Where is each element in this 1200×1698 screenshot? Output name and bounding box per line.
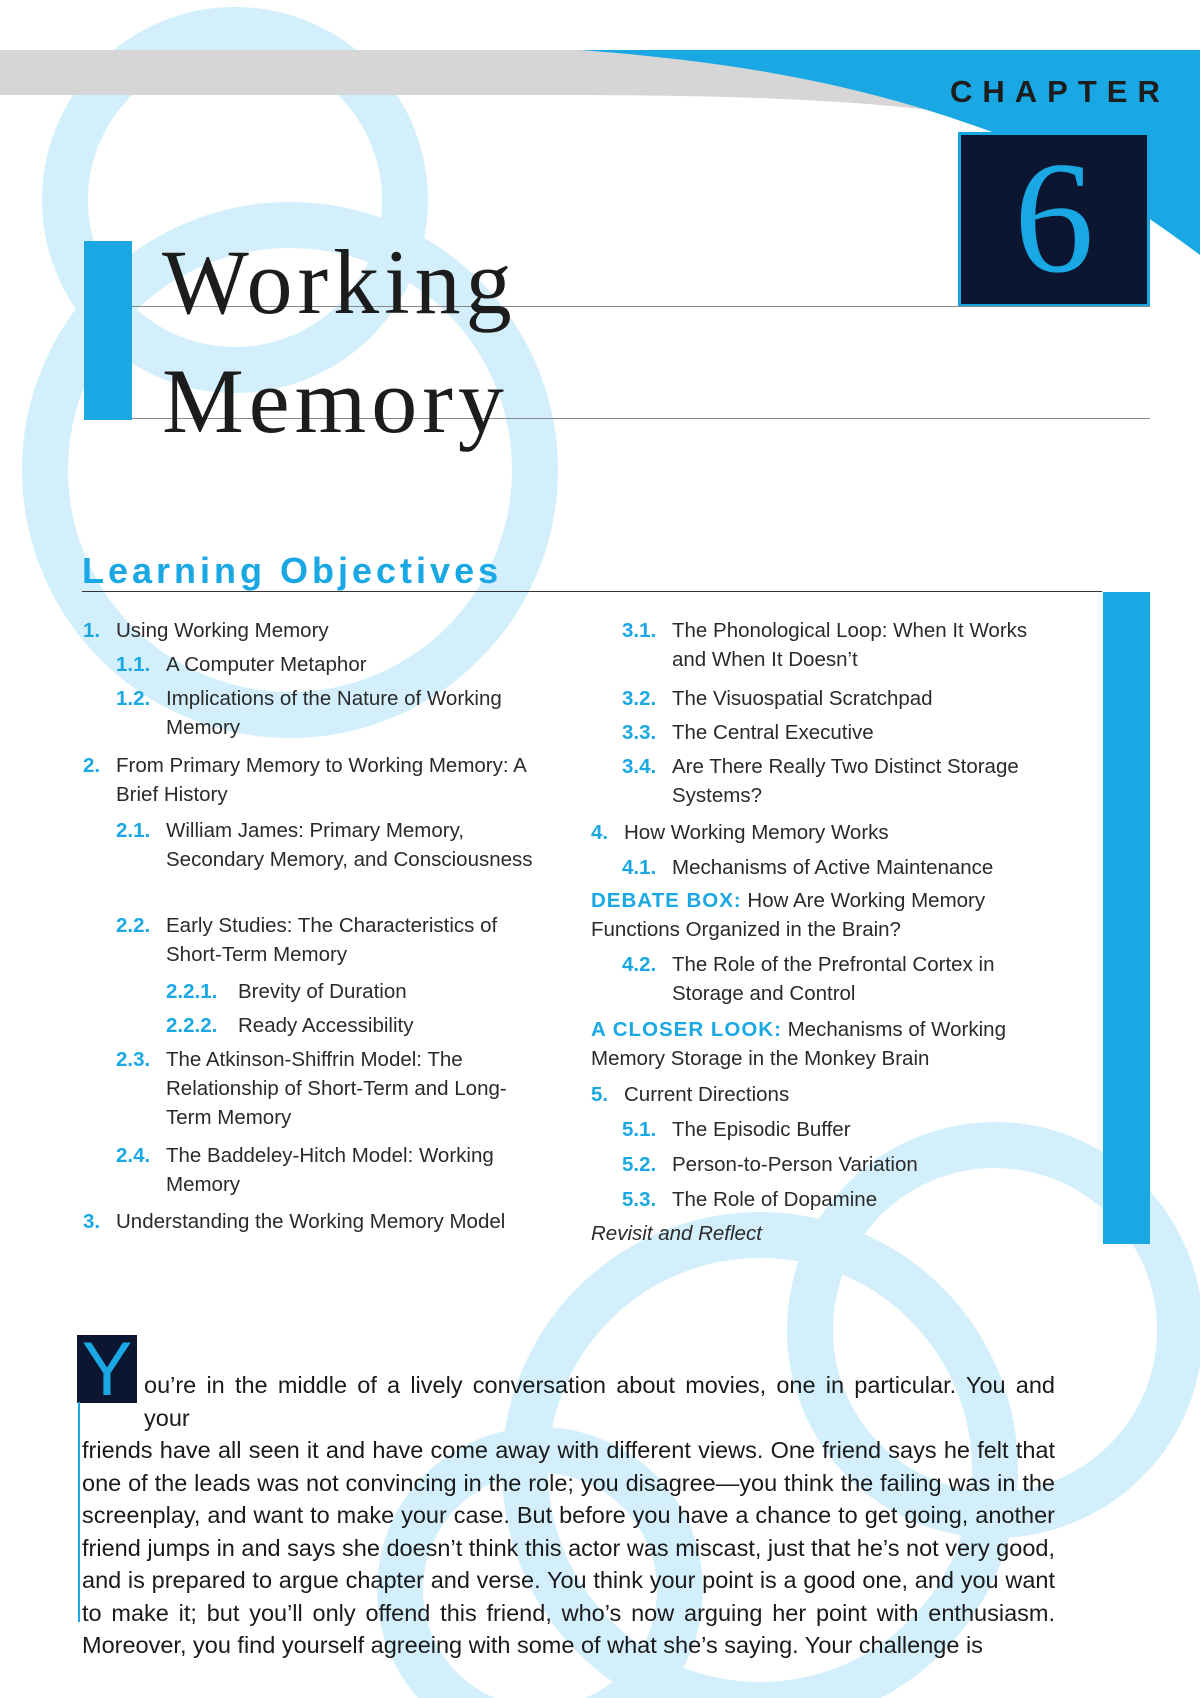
- objective-item: [116, 816, 536, 874]
- objective-text: The Atkinson-Shiffrin Model: The Relationship of Short-Term and Long-Term Memory: [166, 1048, 507, 1129]
- objective-number: 5.2.: [622, 1153, 657, 1176]
- objective-text: From Primary Memory to Working Memory: A Brief History: [116, 754, 526, 806]
- objective-text: Current Directions: [624, 1083, 790, 1106]
- objective-text: Using Working Memory: [116, 619, 329, 642]
- objective-text: Understanding the Working Memory Model: [116, 1210, 506, 1233]
- objective-number: 5.1.: [622, 1118, 657, 1141]
- objective-item: [622, 718, 1062, 747]
- objective-item: [116, 684, 536, 742]
- objective-text: The Baddeley-Hitch Model: Working Memory: [166, 1144, 494, 1196]
- objective-item: [116, 911, 536, 969]
- objective-number: 3.3.: [622, 721, 657, 744]
- objective-item: [622, 1115, 1062, 1144]
- body-accent-rule: [78, 1402, 80, 1622]
- objective-item: [622, 950, 1062, 1008]
- objective-item: [116, 1045, 536, 1132]
- debate-box-label: DEBATE BOX:: [591, 889, 742, 912]
- objective-item: [622, 616, 1062, 674]
- objective-text: How Working Memory Works: [624, 821, 889, 844]
- objective-number: 2.2.: [116, 914, 151, 937]
- objective-text: Person-to-Person Variation: [672, 1153, 918, 1176]
- objective-text: Implications of the Nature of Working Memory: [166, 687, 502, 739]
- objective-number: 3.4.: [622, 755, 657, 778]
- objective-item: [83, 616, 533, 645]
- chapter-title-line1: Working: [162, 231, 517, 333]
- objective-text: Ready Accessibility: [238, 1014, 414, 1037]
- objective-item: [83, 1207, 553, 1236]
- objective-number: 2.1.: [116, 819, 151, 842]
- objective-text: A Computer Metaphor: [166, 653, 367, 676]
- objective-text: The Role of Dopamine: [672, 1188, 878, 1211]
- objective-text: William James: Primary Memory, Secondary Memory, and Consciousness: [166, 819, 533, 871]
- objective-number: 5.3.: [622, 1188, 657, 1211]
- objective-item: [116, 1141, 536, 1199]
- closer-look-objective: [591, 1015, 1051, 1073]
- body-paragraph: [82, 1369, 1055, 1662]
- objective-text: Early Studies: The Characteristics of Short-Term Memory: [166, 914, 498, 966]
- objective-text: Brevity of Duration: [238, 980, 407, 1003]
- objective-item: [622, 752, 1062, 810]
- objective-text: The Phonological Loop: When It Works and When It Doesn’t: [672, 619, 1028, 671]
- chapter-number-box: [958, 128, 1150, 307]
- drop-cap: Y: [77, 1335, 137, 1403]
- objective-text: The Central Executive: [672, 721, 874, 744]
- objective-number: 1.2.: [116, 687, 151, 710]
- objective-number: 4.1.: [622, 856, 657, 879]
- objective-number: 2.4.: [116, 1144, 151, 1167]
- objective-number: 3.: [83, 1210, 101, 1233]
- objective-text: The Visuospatial Scratchpad: [672, 687, 933, 710]
- objective-item: [116, 650, 536, 679]
- objective-number: 2.2.2.: [166, 1014, 218, 1037]
- chapter-number: 6: [1014, 128, 1094, 306]
- objective-number: 1.1.: [116, 653, 151, 676]
- objective-item: [622, 853, 1062, 882]
- objective-number: 2.3.: [116, 1048, 151, 1071]
- objective-text: How Are Working Memory Functions Organized in the Brain?: [591, 889, 986, 941]
- learning-objectives-sidebar: [1103, 592, 1150, 1244]
- objective-item: [622, 684, 1062, 713]
- objective-text: The Episodic Buffer: [672, 1118, 851, 1141]
- objective-number: 3.1.: [622, 619, 657, 642]
- objective-number: 2.2.1.: [166, 980, 218, 1003]
- objective-item: [166, 1011, 546, 1040]
- objective-item: [591, 818, 1071, 847]
- objective-item: [622, 1185, 1062, 1214]
- objective-number: 1.: [83, 619, 101, 642]
- body-first-line: ou’re in the middle of a lively conversation about movies, one in particular. You and your: [144, 1372, 1055, 1431]
- objective-number: 4.2.: [622, 953, 657, 976]
- revisit-and-reflect: Revisit and Reflect: [591, 1222, 762, 1245]
- objective-number: 3.2.: [622, 687, 657, 710]
- objective-number: 5.: [591, 1083, 609, 1106]
- objective-text: Are There Really Two Distinct Storage Systems?: [672, 755, 1019, 807]
- body-text-rest: friends have all seen it and have come away with different views. One friend says he felt that one of the leads was not convincing in the role; you disagree—you think the failing was in the screenplay, and want to make your case. But before you have a chance to get going, another friend jumps in and says she doesn’t think this actor was miscast, just that he’s not very good, and is prepared to argue chapter and verse. You think your point is a good one, and you want to make it; but you’ll only offend this friend, who’s now arguing her point with enthusiasm. Moreover, you find yourself agreeing with some of what she’s saying. Your challenge is: [82, 1437, 1055, 1658]
- objective-item: [622, 1150, 1062, 1179]
- objective-text: Mechanisms of Working Memory Storage in the Monkey Brain: [591, 1018, 1006, 1070]
- objective-item: [591, 1080, 1071, 1109]
- objective-number: 4.: [591, 821, 609, 844]
- learning-objectives-heading: Learning Objectives: [82, 550, 503, 591]
- title-accent-bar: [84, 241, 132, 420]
- closer-look-label: A CLOSER LOOK:: [591, 1018, 782, 1041]
- debate-box-objective: [591, 886, 1036, 944]
- learning-objectives-rule: [82, 591, 1102, 592]
- objective-text: The Role of the Prefrontal Cortex in Storage and Control: [672, 953, 995, 1005]
- objective-item: [83, 751, 543, 809]
- chapter-label: CHAPTER: [950, 74, 1170, 109]
- objective-number: 2.: [83, 754, 101, 777]
- objective-text: Mechanisms of Active Maintenance: [672, 856, 994, 879]
- objective-item: [166, 977, 546, 1006]
- chapter-title-line2: Memory: [162, 350, 509, 452]
